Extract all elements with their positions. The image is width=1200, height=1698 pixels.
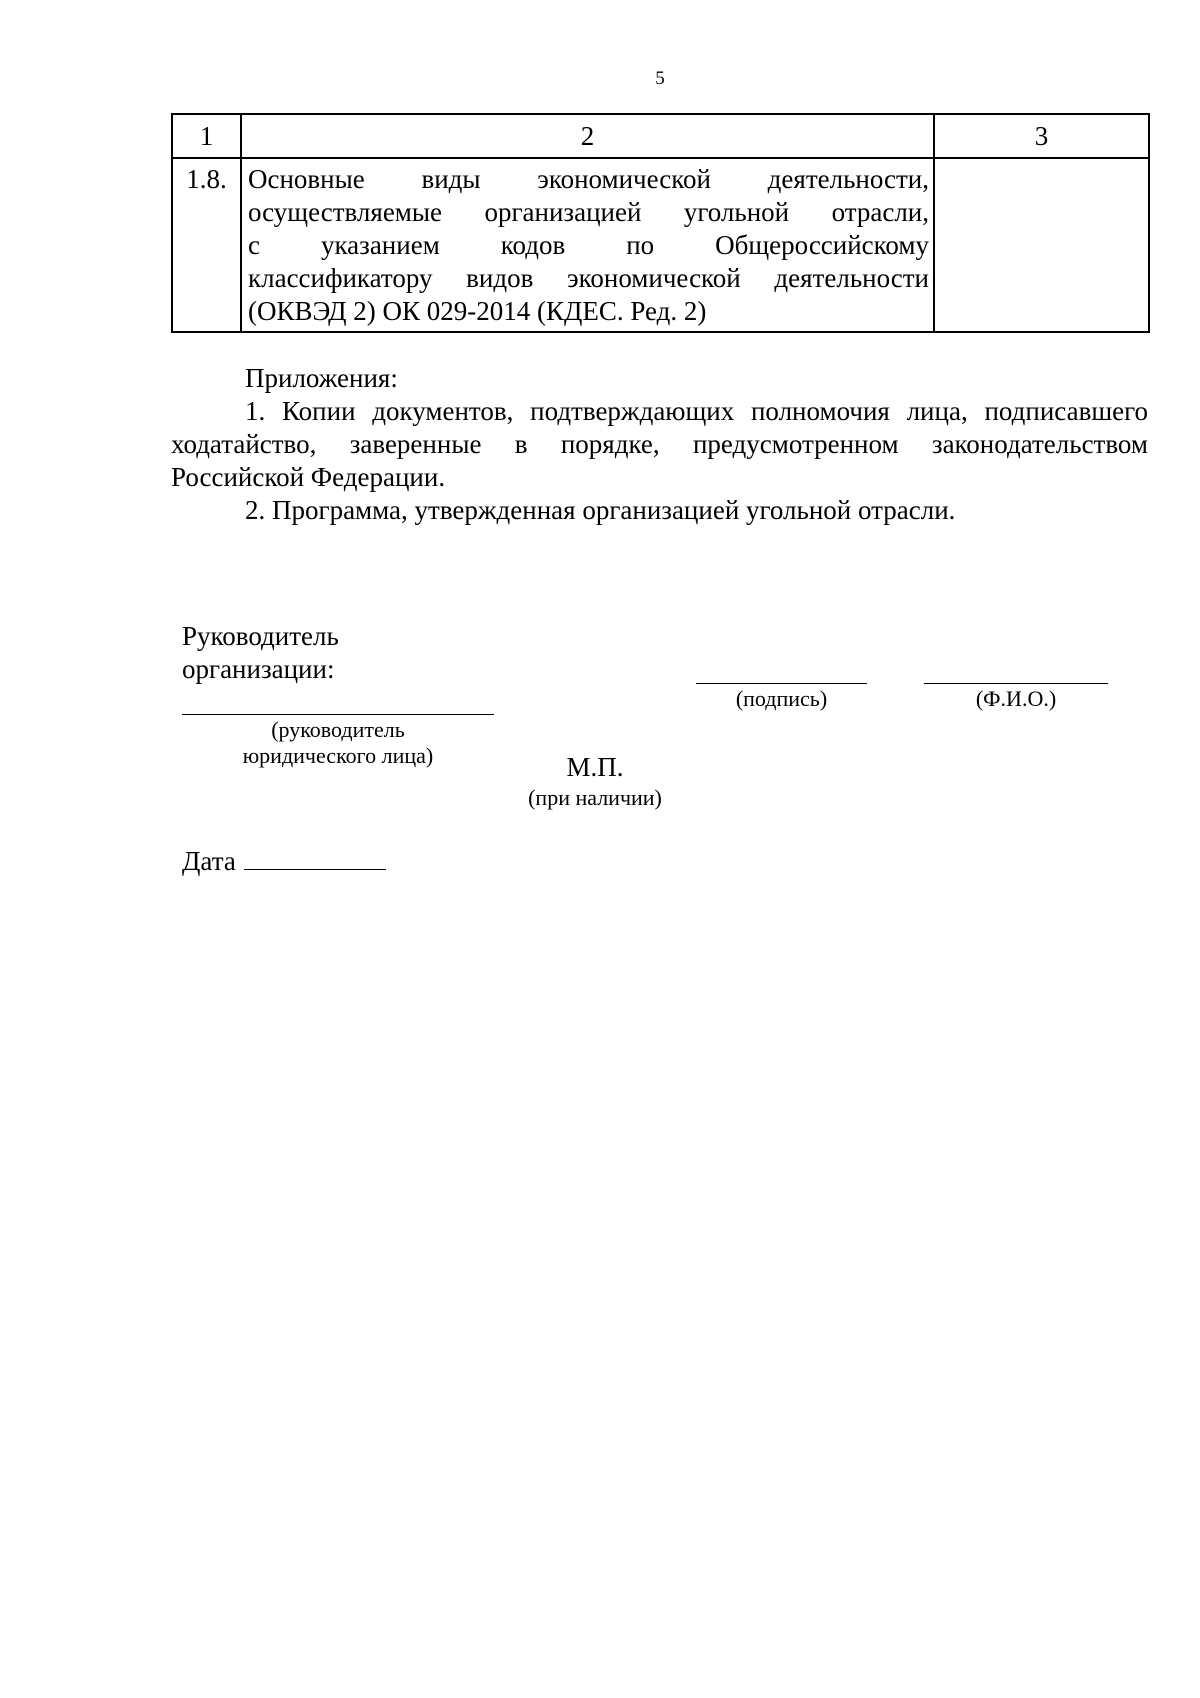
head-caption-line: (руководитель (271, 717, 405, 742)
attachment-item: 2. Программа, утвержденная организацией угольной отрасли. (245, 495, 956, 525)
signature-title (182, 620, 339, 686)
signature-title-line: организации: (182, 654, 335, 684)
table-header-row (172, 114, 1149, 158)
form-table (171, 113, 1150, 333)
full-name-caption: (Ф.И.О.) (975, 686, 1057, 711)
description-line: Основные виды экономической деятельности, (248, 164, 929, 194)
date-label: Дата (182, 846, 236, 876)
stamp-caption: (при наличии) (528, 785, 662, 810)
date-line (244, 845, 386, 870)
description-line: с указанием кодов по Общероссийскому (248, 230, 929, 260)
page-number: 5 (655, 68, 665, 89)
head-caption-line: юридического лица) (242, 743, 434, 768)
header-cell-3: 3 (934, 114, 1149, 158)
description-line: (ОКВЭД 2) ОК 029-2014 (КДЕС. Ред. 2) (248, 296, 707, 326)
attachments-section (171, 362, 1148, 527)
date-row (182, 845, 386, 877)
header-cell-2: 2 (241, 114, 934, 158)
description-line: классификатору видов экономической деятельности (248, 263, 929, 293)
signature-caption: (подпись) (735, 686, 828, 711)
signature-title-line: Руководитель (182, 621, 339, 651)
signature-line (696, 683, 867, 684)
row-description (241, 158, 934, 332)
stamp-label: М.П. (566, 752, 624, 782)
head-name-line (182, 714, 494, 715)
attachments-heading: Приложения: (245, 363, 398, 393)
description-line: осуществляемые организацией угольной отрасли, (248, 197, 929, 227)
head-caption (182, 717, 494, 769)
header-cell-1: 1 (172, 114, 241, 158)
table-row (172, 158, 1149, 332)
row-number: 1.8. (172, 158, 241, 332)
full-name-line (924, 683, 1108, 684)
attachment-item: 1. Копии документов, подтверждающих полномочия лица, подписавшего ходатайство, заверенные в порядке, предусмотренном законодательством Российской Федерации. (171, 396, 1148, 492)
row-value-cell (934, 158, 1149, 332)
stamp-area (505, 752, 685, 811)
